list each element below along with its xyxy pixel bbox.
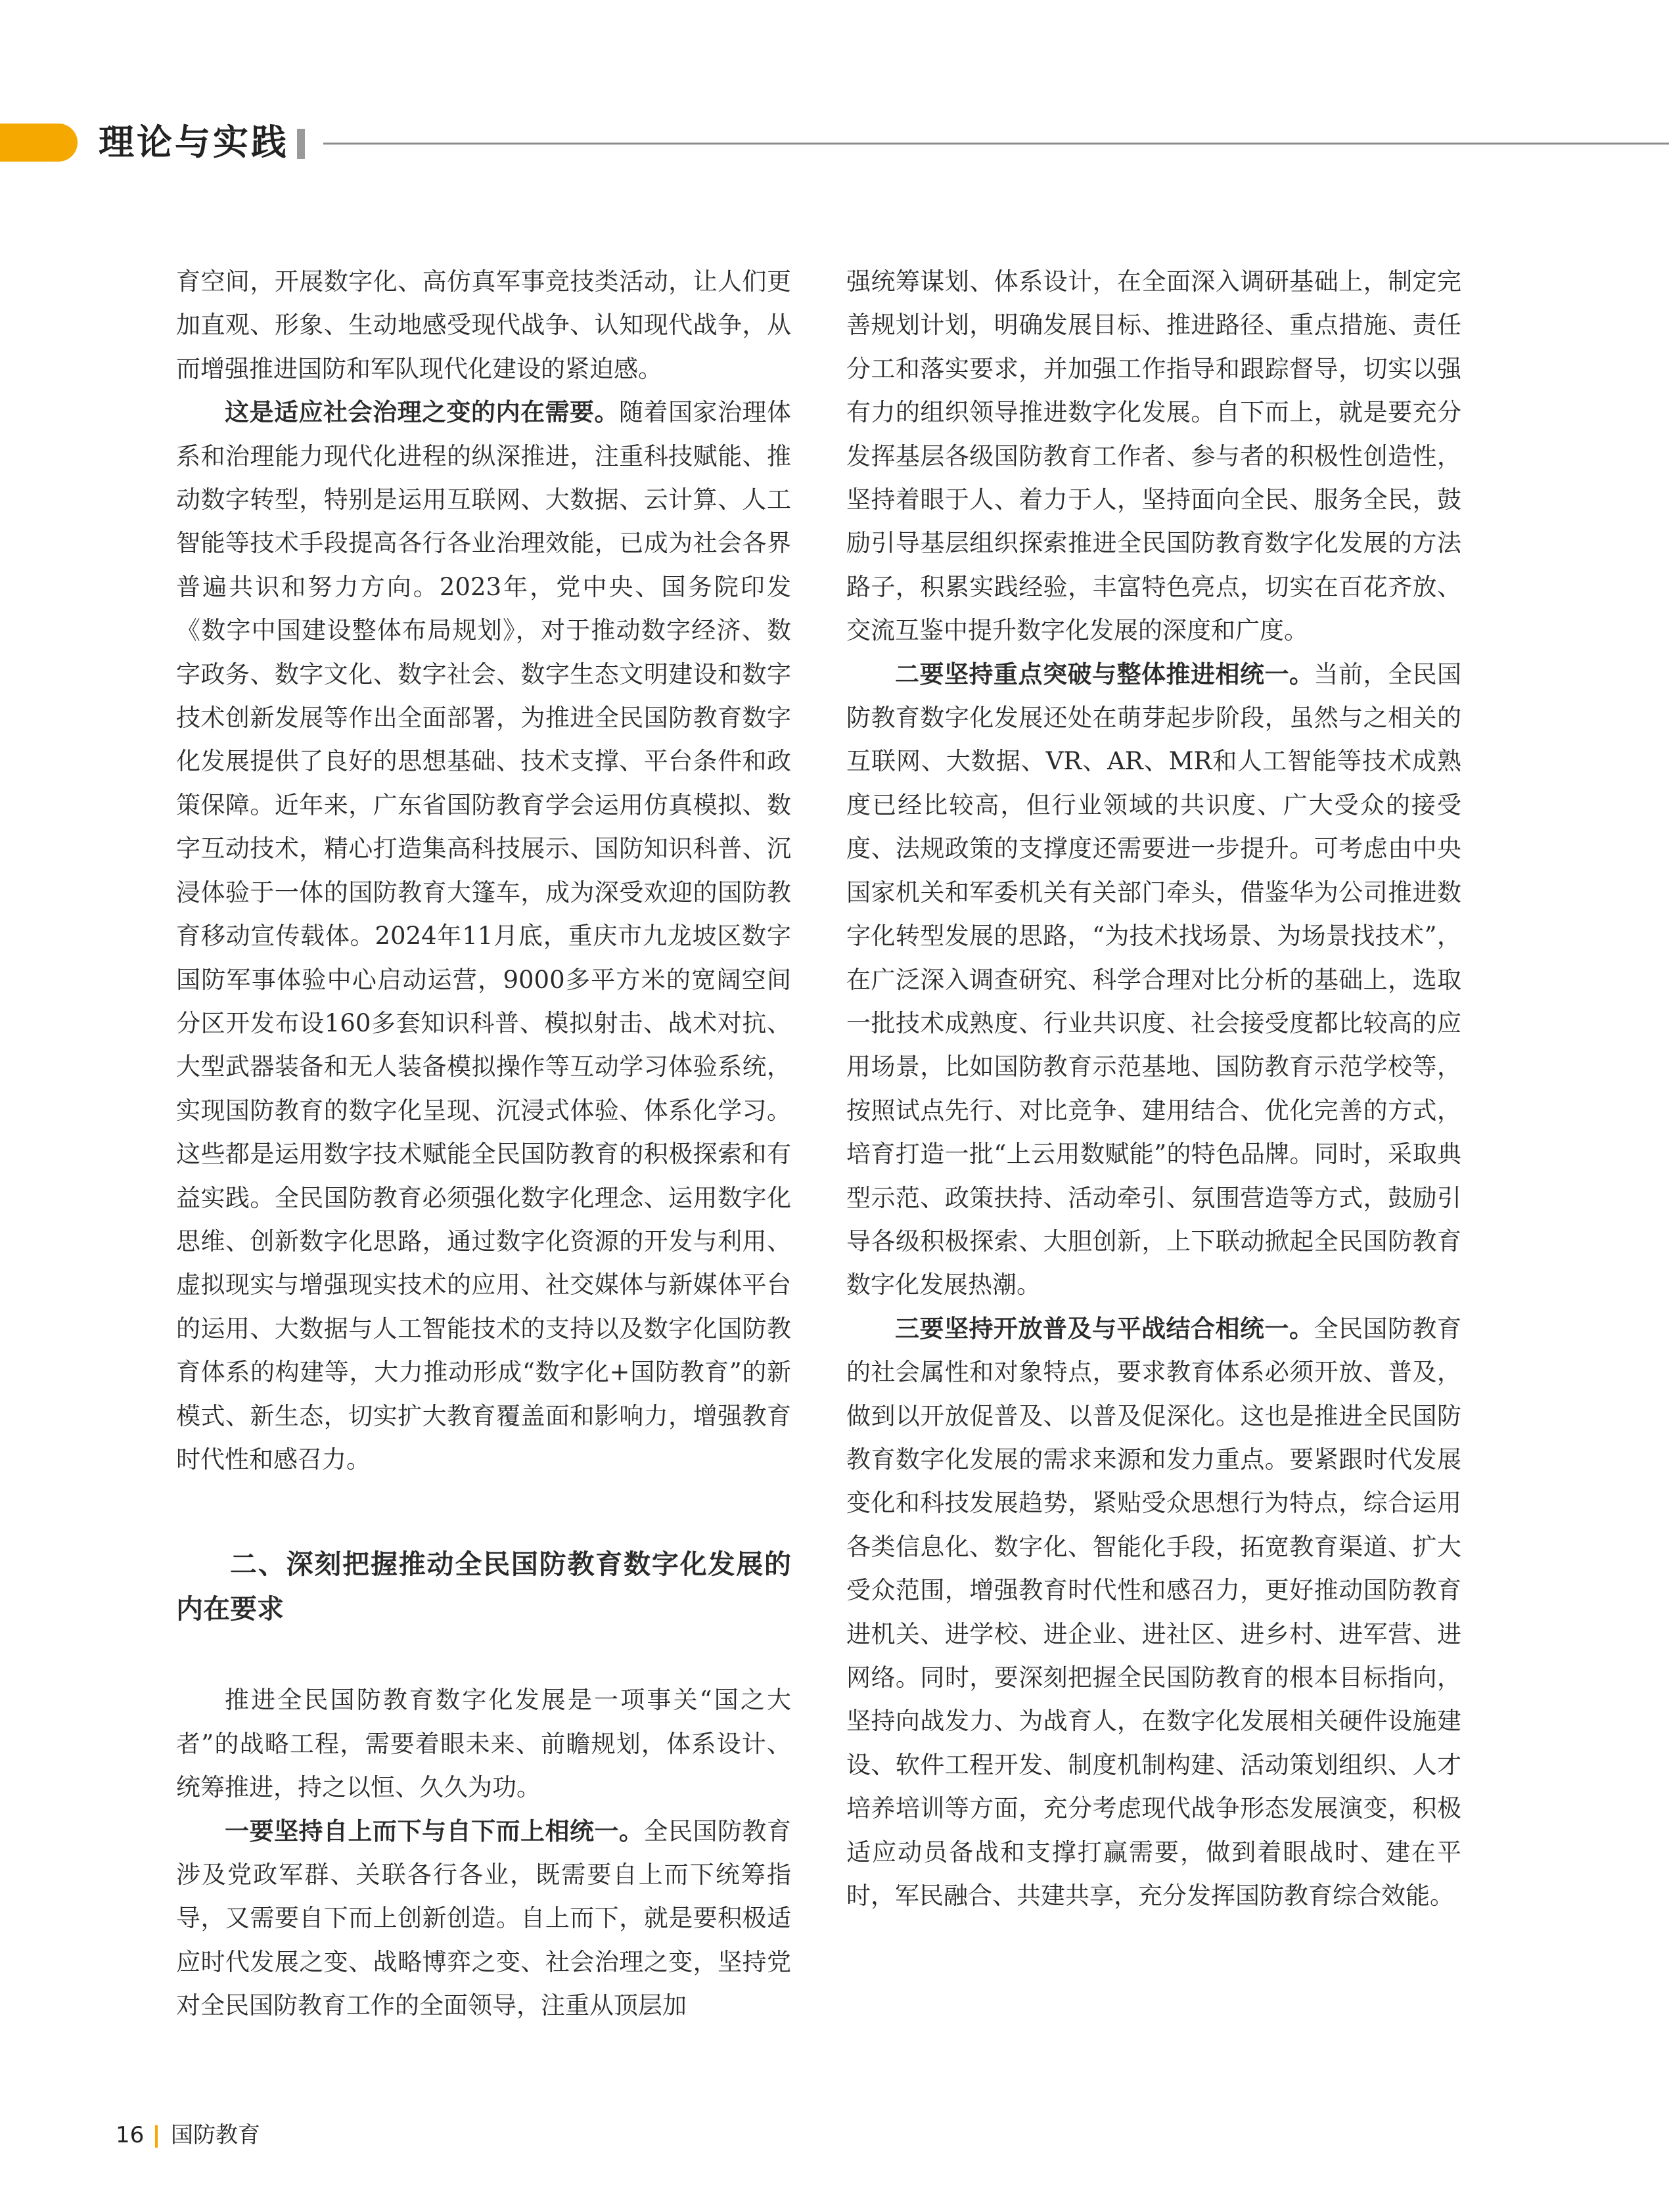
section-heading: 二、深刻把握推动全民国防教育数字化发展的内在要求 xyxy=(176,1548,791,1625)
page-number: 16 xyxy=(116,2122,145,2148)
header-accent-tab xyxy=(0,124,78,162)
magazine-name: 国防教育 xyxy=(171,2122,260,2148)
paragraph-lead: 三要坚持开放普及与平战结合相统一。 xyxy=(895,1314,1314,1343)
paragraph xyxy=(176,1810,791,2028)
paragraph: 推进全民国防教育数字化发展是一项事关“国之大者”的战略工程，需要着眼未来、前瞻规划，体系设计、统筹推进，持之以恒、久久为功。 xyxy=(176,1686,791,1802)
right-column xyxy=(846,260,1461,1918)
footer-divider xyxy=(155,2125,158,2148)
paragraph xyxy=(176,391,791,1481)
paragraph xyxy=(846,1307,1461,1918)
paragraph-body: 全民国防教育涉及党政军群、关联各行各业，既需要自上而下统筹指导，又需要自下而上创新创造。自上而下，就是要积极适应时代发展之变、战略博弈之变、社会治理之变，坚持党对全民国防教育工作的全面领导，注重从顶层加 xyxy=(176,1817,791,2020)
header-rule xyxy=(323,143,1669,145)
paragraph-lead: 这是适应社会治理之变的内在需要。 xyxy=(225,398,619,427)
paragraph-lead: 一要坚持自上而下与自下而上相统一。 xyxy=(225,1817,644,1845)
section-title: 理论与实践 xyxy=(99,122,289,163)
paragraph-lead: 二要坚持重点突破与整体推进相统一。 xyxy=(895,660,1314,688)
page-footer xyxy=(116,2121,260,2150)
paragraph-body: 随着国家治理体系和治理能力现代化进程的纵深推进，注重科技赋能、推动数字转型，特别是运用互联网、大数据、云计算、人工智能等技术手段提高各行各业治理效能，已成为社会各界普遍共识和努力方向。2023年，党中央、国务院印发《数字中国建设整体布局规划》，对于推动数字经济、数字政务、数字文化、数字社会、数字生态文明建设和数字技术创新发展等作出全面部署，为推进全民国防教育数字化发展提供了良好的思想基础、技术支撑、平台条件和政策保障。近年来，广东省国防教育学会运用仿真模拟、数字互动技术，精心打造集高科技展示、国防知识科普、沉浸体验于一体的国防教育大篷车，成为深受欢迎的国防教育移动宣传载体。2024年11月底，重庆市九龙坡区数字国防军事体验中心启动运营，9000多平方米的宽阔空间分区开发布设160多套知识科普、模拟射击、战术对抗、大型武器装备和无人装备模拟操作等互动学习体验系统，实现国防教育的数字化呈现、沉浸式体验、体系化学习。这些都是运用数字技术赋能全民国防教育的积极探索和有益实践。全民国防教育必须强化数字化理念、运用数字化思维、创新数字化思路，通过数字化资源的开发与利用、虚拟现实与增强现实技术的应用、社交媒体与新媒体平台的运用、大数据与人工智能技术的支持以及数字化国防教育体系的构建等，大力推动形成“数字化+国防教育”的新模式、新生态，切实扩大教育覆盖面和影响力，增强教育时代性和感召力。 xyxy=(176,398,791,1474)
paragraph xyxy=(846,653,1461,1307)
paragraph: 育空间，开展数字化、高仿真军事竞技类活动，让人们更加直观、形象、生动地感受现代战争、认知现代战争，从而增强推进国防和军队现代化建设的紧迫感。 xyxy=(176,267,791,383)
paragraph: 强统筹谋划、体系设计，在全面深入调研基础上，制定完善规划计划，明确发展目标、推进路径、重点措施、责任分工和落实要求，并加强工作指导和跟踪督导，切实以强有力的组织领导推进数字化发展。自下而上，就是要充分发挥基层各级国防教育工作者、参与者的积极性创造性，坚持着眼于人、着力于人，坚持面向全民、服务全民，鼓励引导基层组织探索推进全民国防教育数字化发展的方法路子，积累实践经验，丰富特色亮点，切实在百花齐放、交流互鉴中提升数字化发展的深度和广度。 xyxy=(846,267,1461,645)
paragraph-body: 当前，全民国防教育数字化发展还处在萌芽起步阶段，虽然与之相关的互联网、大数据、VR、AR、MR和人工智能等技术成熟度已经比较高，但行业领域的共识度、广大受众的接受度、法规政策的支撑度还需要进一步提升。可考虑由中央国家机关和军委机关有关部门牵头，借鉴华为公司推进数字化转型发展的思路，“为技术找场景、为场景找技术”，在广泛深入调查研究、科学合理对比分析的基础上，选取一批技术成熟度、行业共识度、社会接受度都比较高的应用场景，比如国防教育示范基地、国防教育示范学校等，按照试点先行、对比竞争、建用结合、优化完善的方式，培育打造一批“上云用数赋能”的特色品牌。同时，采取典型示范、政策扶持、活动牵引、氛围营造等方式，鼓励引导各级积极探索、大胆创新，上下联动掀起全民国防教育数字化发展热潮。 xyxy=(846,660,1461,1299)
paragraph-body: 全民国防教育的社会属性和对象特点，要求教育体系必须开放、普及，做到以开放促普及、以普及促深化。这也是推进全民国防教育数字化发展的需求来源和发力重点。要紧跟时代发展变化和科技发展趋势，紧贴受众思想行为特点，综合运用各类信息化、数字化、智能化手段，拓宽教育渠道、扩大受众范围，增强教育时代性和感召力，更好推动国防教育进机关、进学校、进企业、进社区、进乡村、进军营、进网络。同时，要深刻把握全民国防教育的根本目标指向，坚持向战发力、为战育人，在数字化发展相关硬件设施建设、软件工程开发、制度机制构建、活动策划组织、人才培养培训等方面，充分考虑现代战争形态发展演变，积极适应动员备战和支撑打赢需要，做到着眼战时、建在平时，军民融合、共建共享，充分发挥国防教育综合效能。 xyxy=(846,1314,1461,1910)
left-column xyxy=(176,260,791,2028)
header-divider-bar xyxy=(297,129,305,159)
